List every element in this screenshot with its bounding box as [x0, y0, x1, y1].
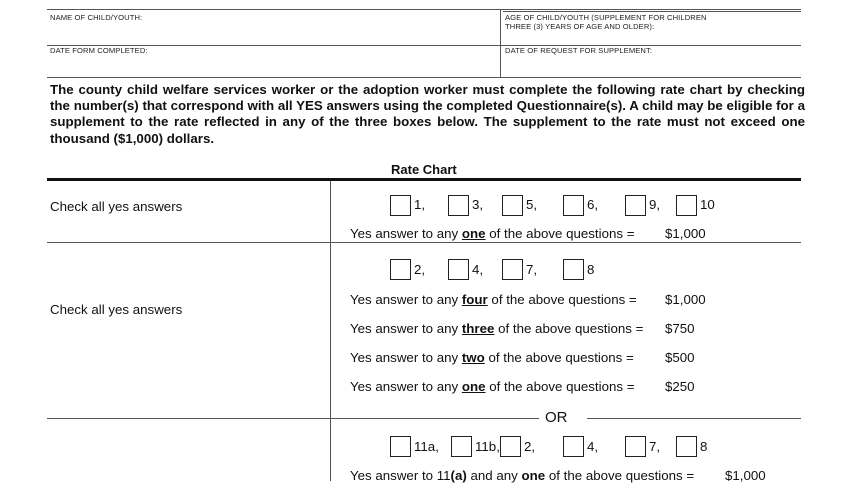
checkbox-5-label: 5, [526, 197, 538, 212]
section2-amount-one: $250 [665, 379, 695, 394]
checkbox-2-label: 2, [414, 262, 426, 277]
checkbox-2b[interactable] [500, 436, 521, 457]
checkbox-6-label: 6, [587, 197, 599, 212]
checkbox-9-label: 9, [649, 197, 661, 212]
section3-rule-text: Yes answer to 11(a) and any one of the above questions = [350, 468, 695, 483]
section2-amount-four: $1,000 [665, 292, 706, 307]
header-divider [500, 9, 501, 78]
section2-amount-two: $500 [665, 350, 695, 365]
date-form-completed-label: DATE FORM COMPLETED: [50, 46, 148, 55]
name-of-child-label: NAME OF CHILD/YOUTH: [50, 13, 143, 22]
section1-label: Check all yes answers [50, 199, 183, 214]
checkbox-1-label: 1, [414, 197, 426, 212]
section3-rule-amount: $1,000 [725, 468, 766, 483]
age-of-child-label-2: THREE (3) YEARS OF AGE AND OLDER): [505, 22, 655, 31]
age-of-child-label-1: AGE OF CHILD/YOUTH (SUPPLEMENT FOR CHILDREN [505, 13, 707, 22]
top-rule [47, 9, 801, 10]
checkbox-11a-label: 11a, [414, 439, 439, 454]
instructions-paragraph: The county child welfare services worker or the adoption worker must complete the following rate chart by checking the number(s) that correspond with all YES answers using the completed Questionnaire(s). A child may be eligible for a supplement to the rate reflected in any of the three boxes below. The supplement to the rate must not exceed one thousand ($1,000) dollars. [50, 82, 805, 146]
chart-top-rule [47, 178, 801, 181]
name-of-child-field[interactable] [48, 23, 498, 43]
or-rule-left [330, 418, 540, 419]
date-of-request-label: DATE OF REQUEST FOR SUPPLEMENT: [505, 46, 653, 55]
checkbox-8-label: 8 [587, 262, 595, 277]
checkbox-11b-label: 11b, [475, 439, 500, 454]
section2-rule-one: Yes answer to any one of the above questions = [350, 379, 635, 394]
checkbox-1[interactable] [390, 195, 411, 216]
rate-chart-title: Rate Chart [391, 162, 457, 177]
section1-rule-text: Yes answer to any one of the above questions = [350, 226, 635, 241]
checkbox-2[interactable] [390, 259, 411, 280]
age-of-child-field[interactable] [502, 31, 800, 44]
date-of-request-field[interactable] [502, 56, 800, 76]
checkbox-7-label: 7, [526, 262, 538, 277]
section2-amount-three: $750 [665, 321, 695, 336]
or-rule-right [587, 418, 801, 419]
checkbox-5[interactable] [502, 195, 523, 216]
checkbox-7b[interactable] [625, 436, 646, 457]
checkbox-6[interactable] [563, 195, 584, 216]
section2-rule-three: Yes answer to any three of the above questions = [350, 321, 644, 336]
section2-rule-four: Yes answer to any four of the above questions = [350, 292, 637, 307]
checkbox-3-label: 3, [472, 197, 484, 212]
header-mid-rule [47, 45, 801, 46]
date-form-completed-field[interactable] [48, 56, 498, 76]
checkbox-10-label: 10 [700, 197, 715, 212]
section2-rule-two: Yes answer to any two of the above questions = [350, 350, 634, 365]
section1-bottom-rule [47, 242, 801, 243]
checkbox-8b-label: 8 [700, 439, 708, 454]
checkbox-3[interactable] [448, 195, 469, 216]
section2-bottom-rule-left [47, 418, 330, 419]
checkbox-7[interactable] [502, 259, 523, 280]
checkbox-8b[interactable] [676, 436, 697, 457]
checkbox-8[interactable] [563, 259, 584, 280]
checkbox-11a[interactable] [390, 436, 411, 457]
or-separator: OR [539, 409, 574, 426]
section1-rule-amount: $1,000 [665, 226, 706, 241]
checkbox-11b[interactable] [451, 436, 472, 457]
chart-column-divider [330, 181, 331, 481]
checkbox-4[interactable] [448, 259, 469, 280]
checkbox-4b-label: 4, [587, 439, 599, 454]
checkbox-4-label: 4, [472, 262, 484, 277]
top-rule-right [503, 11, 801, 12]
checkbox-4b[interactable] [563, 436, 584, 457]
header-bottom-rule [47, 77, 801, 78]
section2-label: Check all yes answers [50, 302, 183, 317]
checkbox-7b-label: 7, [649, 439, 661, 454]
checkbox-9[interactable] [625, 195, 646, 216]
checkbox-10[interactable] [676, 195, 697, 216]
checkbox-2b-label: 2, [524, 439, 536, 454]
